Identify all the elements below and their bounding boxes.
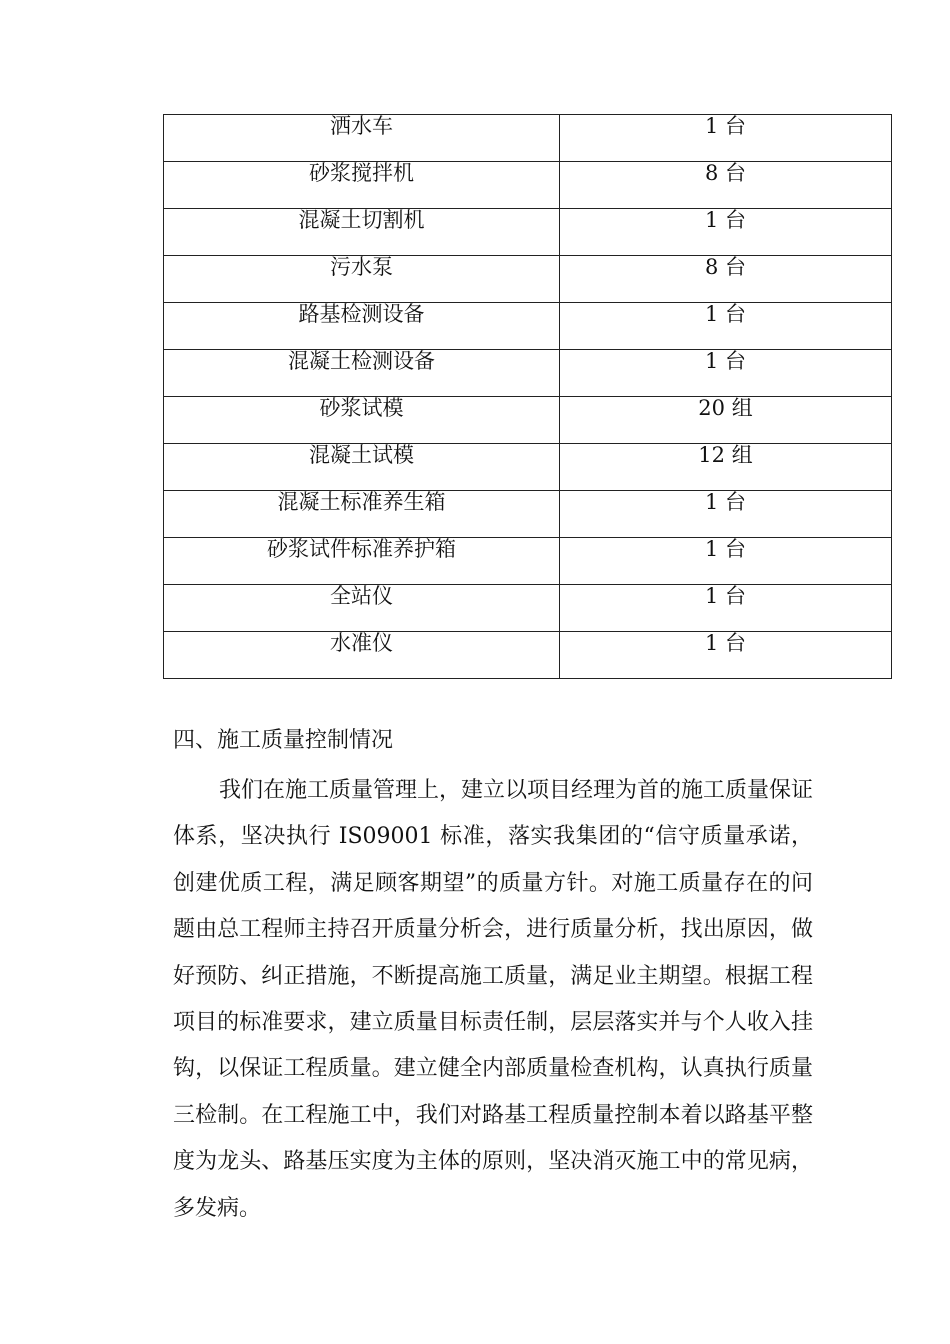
equipment-quantity-cell: [560, 632, 892, 679]
section-heading: 四、施工质量控制情况: [173, 728, 394, 753]
equipment-name: 砂浆搅拌机: [309, 161, 414, 185]
table-row: [164, 397, 892, 444]
equipment-quantity: 8 台: [704, 161, 747, 185]
table-row: [164, 444, 892, 491]
equipment-quantity-cell: [560, 303, 892, 350]
equipment-quantity: 1 台: [704, 490, 747, 514]
equipment-quantity-cell: [560, 115, 892, 162]
body-paragraph: 我们在施工质量管理上，建立以项目经理为首的施工质量保证体系，坚决执行 IS09001 标准，落实我集团的“信守质量承诺，创建优质工程，满足顾客期望”的质量方针。对施工质量存在的问题由总工程师主持召开质量分析会，进行质量分析，找出原因，做好预防、纠正措施，不断提高施工质量，满足业主期望。根据工程项目的标准要求，建立质量目标责任制，层层落实并与个人收入挂钩，以保证工程质量。建立健全内部质量检查机构，认真执行质量三检制。在工程施工中，我们对路基工程质量控制本着以路基平整度为龙头、路基压实度为主体的原则，坚决消灭施工中的常见病，多发病。: [173, 778, 814, 1221]
equipment-quantity: 1 台: [704, 114, 747, 138]
equipment-name-cell: [164, 585, 560, 632]
table-row: [164, 115, 892, 162]
equipment-quantity: 20 组: [698, 396, 753, 420]
equipment-name: 混凝土切割机: [298, 208, 425, 232]
equipment-name-cell: [164, 397, 560, 444]
equipment-quantity: 1 台: [704, 631, 747, 655]
table-row: [164, 491, 892, 538]
equipment-name: 混凝土试模: [309, 443, 414, 467]
table-row: [164, 209, 892, 256]
equipment-name-cell: [164, 303, 560, 350]
table-row: [164, 303, 892, 350]
equipment-name-cell: [164, 632, 560, 679]
table-row: [164, 162, 892, 209]
equipment-quantity: 1 台: [704, 584, 747, 608]
equipment-name: 全站仪: [330, 584, 393, 608]
equipment-quantity: 1 台: [704, 208, 747, 232]
equipment-quantity-cell: [560, 585, 892, 632]
equipment-name-cell: [164, 209, 560, 256]
equipment-quantity: 12 组: [698, 443, 753, 467]
table-row: [164, 585, 892, 632]
equipment-quantity: 1 台: [704, 302, 747, 326]
equipment-table: [163, 114, 892, 679]
equipment-name: 路基检测设备: [298, 302, 425, 326]
table-row: [164, 350, 892, 397]
equipment-name: 混凝土标准养生箱: [277, 490, 446, 514]
equipment-quantity: 1 台: [704, 349, 747, 373]
equipment-name: 混凝土检测设备: [288, 349, 435, 373]
equipment-quantity: 8 台: [704, 255, 747, 279]
equipment-quantity-cell: [560, 491, 892, 538]
equipment-name-cell: [164, 115, 560, 162]
equipment-name-cell: [164, 256, 560, 303]
table-row: [164, 632, 892, 679]
equipment-name: 洒水车: [330, 114, 393, 138]
equipment-name-cell: [164, 491, 560, 538]
equipment-name: 砂浆试模: [319, 396, 404, 420]
equipment-name-cell: [164, 538, 560, 585]
equipment-quantity-cell: [560, 209, 892, 256]
equipment-quantity-cell: [560, 397, 892, 444]
equipment-table-body: [164, 115, 892, 679]
equipment-quantity-cell: [560, 538, 892, 585]
equipment-quantity-cell: [560, 350, 892, 397]
table-row: [164, 256, 892, 303]
equipment-quantity-cell: [560, 256, 892, 303]
equipment-name: 水准仪: [330, 631, 393, 655]
equipment-name-cell: [164, 162, 560, 209]
equipment-quantity-cell: [560, 444, 892, 491]
equipment-name: 砂浆试件标准养护箱: [267, 537, 456, 561]
equipment-name: 污水泵: [330, 255, 393, 279]
equipment-name-cell: [164, 350, 560, 397]
equipment-quantity-cell: [560, 162, 892, 209]
equipment-quantity: 1 台: [704, 537, 747, 561]
table-row: [164, 538, 892, 585]
equipment-name-cell: [164, 444, 560, 491]
